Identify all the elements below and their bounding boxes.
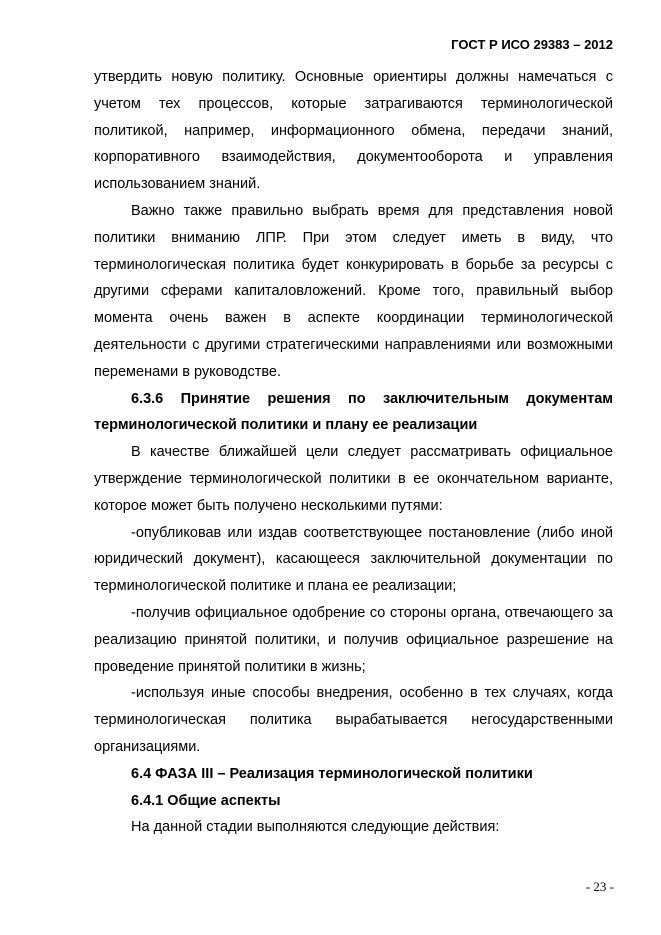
document-header: ГОСТ Р ИСО 29383 – 2012 <box>451 37 613 52</box>
list-item-approval: -получив официальное одобрение со стороны органа, отвечающего за реализацию принятой политики, и получив официальное разрешение на проведение принятой политики в жизнь; <box>94 604 613 675</box>
page-body <box>94 64 613 841</box>
section-heading-6-4: 6.4 ФАЗА III – Реализация терминологической политики <box>131 765 533 782</box>
list-item-other-methods: -используя иные способы внедрения, особенно в тех случаях, когда терминологическая политика вырабатывается негосударственными организациями. <box>94 685 613 755</box>
section-heading-6-3-6: 6.3.6 Принятие решения по заключительным документам терминологической политики и плану ее реализации <box>94 390 613 434</box>
list-item-publish: -опубликовав или издав соответствующее постановление (либо иной юридический документ), касающееся заключительной документации по терминологической политике и плана ее реализации; <box>94 524 613 595</box>
paragraph-continuation: утвердить новую политику. Основные ориентиры должны намечаться с учетом тех процессов, которые затрагиваются терминологической политикой, например, информационного обмена, передачи знаний, корпоративного взаимодействия, документооборота и управления использованием знаний. <box>94 69 613 193</box>
paragraph-timing: Важно также правильно выбрать время для представления новой политики вниманию ЛПР. При этом следует иметь в виду, что терминологическая политика будет конкурировать в борьбе за ресурсы с другими сферами капиталовложений. Кроме того, правильный выбор момента очень важен в аспекте координации терминологической деятельности с другими стратегическими направлениями или возможными переменами в руководстве. <box>94 202 613 380</box>
page-number: - 23 - <box>585 879 614 894</box>
section-heading-6-4-1: 6.4.1 Общие аспекты <box>131 792 281 809</box>
paragraph-goal: В качестве ближайшей цели следует рассматривать официальное утверждение терминологической политики в ее окончательном варианте, которое может быть получено несколькими путями: <box>94 444 613 514</box>
paragraph-actions-intro: На данной стадии выполняются следующие действия: <box>131 819 500 836</box>
